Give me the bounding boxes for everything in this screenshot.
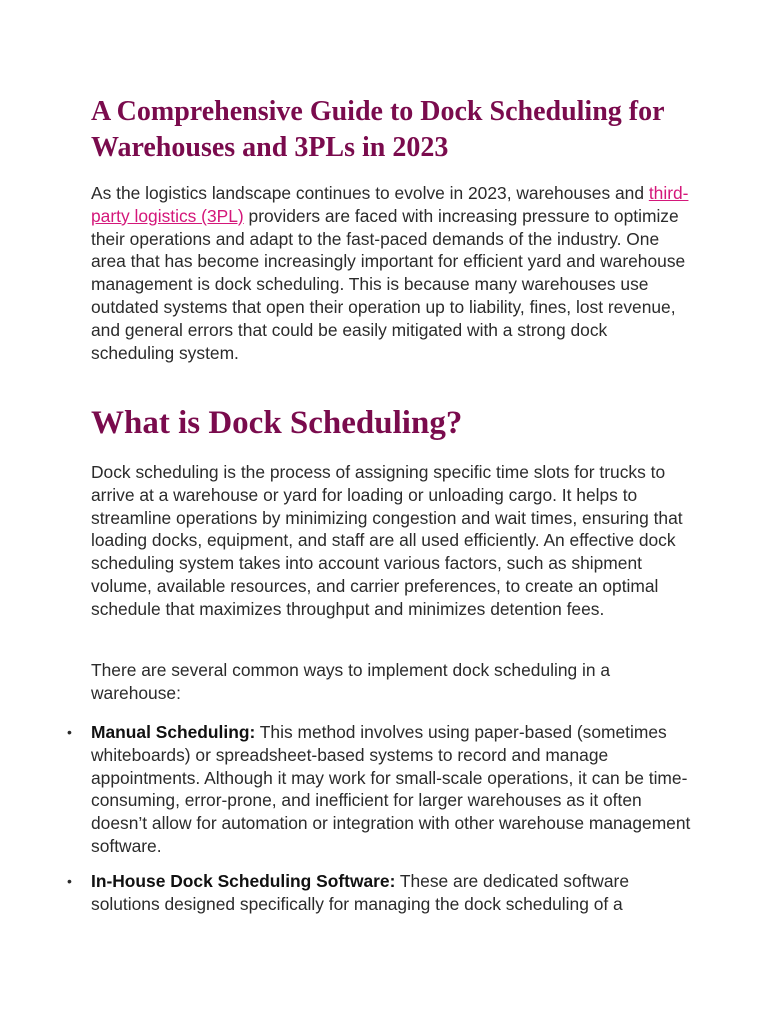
method-term: Manual Scheduling: bbox=[91, 722, 256, 742]
section-heading: What is Dock Scheduling? bbox=[91, 405, 463, 441]
intro-text-start: As the logistics landscape continues to evolve in 2023, warehouses and bbox=[91, 183, 649, 203]
intro-paragraph bbox=[91, 182, 691, 364]
bullet-icon: • bbox=[67, 724, 72, 740]
method-description: This method involves using paper-based (sometimes whiteboards) or spreadsheet-based systems to record and manage appointments. Although it may work for small-scale operations, it can be time-consuming, error-prone, and inefficient for larger warehouses as it often doesn’t allow for automation or integration with other warehouse management software. bbox=[91, 722, 691, 856]
third-party-logistics-link[interactable]: third-party logistics (3PL) bbox=[91, 183, 689, 226]
method-term: In-House Dock Scheduling Software: bbox=[91, 870, 396, 891]
bullet-icon: • bbox=[67, 872, 72, 889]
article-title: A Comprehensive Guide to Dock Scheduling for Warehouses and 3PLs in 2023 bbox=[91, 96, 665, 163]
list-intro-paragraph: There are several common ways to implement dock scheduling in a warehouse: bbox=[91, 660, 611, 703]
method-description: These are dedicated software solutions designed specifically for managing the dock scheduling of a bbox=[91, 870, 630, 914]
list-item bbox=[67, 721, 691, 858]
intro-text-end: providers are faced with increasing pressure to optimize their operations and adapt to the fast-paced demands of the industry. One area that has become increasingly important for efficient yard and warehouse management is dock scheduling. This is because many warehouses use outdated systems that open their operation up to liability, fines, lost revenue, and general errors that could be easily mitigated with a strong dock scheduling system. bbox=[91, 205, 686, 363]
definition-paragraph: Dock scheduling is the process of assigning specific time slots for trucks to arrive at a warehouse or yard for loading or unloading cargo. It helps to streamline operations by minimizing congestion and wait times, ensuring that loading docks, equipment, and staff are all used efficiently. An effective dock scheduling system takes into account various factors, such as shipment volume, available resources, and carrier preferences, to create an optimal schedule that maximizes throughput and minimizes detention fees. bbox=[91, 462, 683, 619]
list-item bbox=[67, 870, 691, 916]
methods-list bbox=[67, 721, 691, 927]
